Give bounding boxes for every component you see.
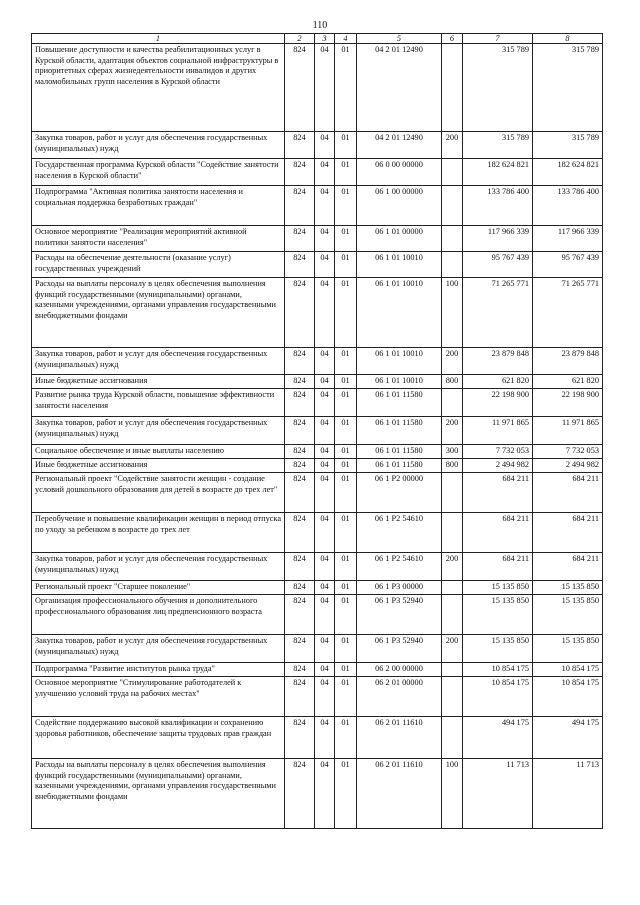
row-section-cell: 04 — [315, 473, 335, 513]
column-header: 1 — [32, 34, 285, 44]
row-target-article-cell: 06 1 01 11580 — [357, 459, 442, 473]
row-target-article-cell: 06 2 00 00000 — [357, 663, 442, 677]
row-amount-cell: 117 966 339 — [533, 226, 603, 252]
row-section-cell: 04 — [315, 513, 335, 553]
row-amount-cell: 15 135 850 — [463, 635, 533, 663]
row-subsection-cell: 01 — [335, 635, 357, 663]
table-row — [32, 278, 603, 348]
column-header: 2 — [285, 34, 315, 44]
row-target-article-cell: 06 1 01 10010 — [357, 252, 442, 278]
column-header: 4 — [335, 34, 357, 44]
page-number: 110 — [312, 20, 328, 31]
row-subsection-cell: 01 — [335, 553, 357, 581]
row-code-cell: 824 — [285, 278, 315, 348]
row-section-cell: 04 — [315, 44, 335, 132]
row-amount-cell: 23 879 848 — [533, 348, 603, 375]
row-amount-cell: 182 624 821 — [533, 159, 603, 186]
row-name-cell: Закупка товаров, работ и услуг для обеспечения государственных (муниципальных) нужд — [32, 132, 285, 159]
row-code-cell: 824 — [285, 44, 315, 132]
table-row — [32, 132, 603, 159]
row-subsection-cell: 01 — [335, 445, 357, 459]
row-expense-type-cell: 200 — [442, 553, 463, 581]
row-amount-cell: 684 211 — [533, 553, 603, 581]
row-code-cell: 824 — [285, 348, 315, 375]
row-name-cell: Развитие рынка труда Курской области, повышение эффективности занятости населения — [32, 389, 285, 417]
row-section-cell: 04 — [315, 459, 335, 473]
row-amount-cell: 684 211 — [463, 553, 533, 581]
row-expense-type-cell: 300 — [442, 445, 463, 459]
row-name-cell: Закупка товаров, работ и услуг для обеспечения государственных (муниципальных) нужд — [32, 635, 285, 663]
row-expense-type-cell: 800 — [442, 459, 463, 473]
row-name-cell: Иные бюджетные ассигнования — [32, 375, 285, 389]
row-amount-cell: 7 732 053 — [463, 445, 533, 459]
row-section-cell: 04 — [315, 635, 335, 663]
row-amount-cell: 95 767 439 — [533, 252, 603, 278]
table-row — [32, 513, 603, 553]
row-amount-cell: 15 135 850 — [463, 581, 533, 595]
row-code-cell: 824 — [285, 595, 315, 635]
row-code-cell: 824 — [285, 389, 315, 417]
row-expense-type-cell: 800 — [442, 375, 463, 389]
row-section-cell: 04 — [315, 348, 335, 375]
row-target-article-cell: 06 1 01 11580 — [357, 445, 442, 459]
row-code-cell: 824 — [285, 717, 315, 759]
table-row — [32, 159, 603, 186]
row-code-cell: 824 — [285, 132, 315, 159]
row-subsection-cell: 01 — [335, 581, 357, 595]
row-name-cell: Основное мероприятие "Реализация мероприятий активной политики занятости населения" — [32, 226, 285, 252]
row-subsection-cell: 01 — [335, 252, 357, 278]
row-name-cell: Иные бюджетные ассигнования — [32, 459, 285, 473]
row-expense-type-cell — [442, 513, 463, 553]
row-code-cell: 824 — [285, 186, 315, 226]
table-row — [32, 389, 603, 417]
table-row — [32, 581, 603, 595]
row-name-cell: Государственная программа Курской области "Содействие занятости населения в Курской области" — [32, 159, 285, 186]
row-section-cell: 04 — [315, 375, 335, 389]
row-code-cell: 824 — [285, 473, 315, 513]
row-section-cell: 04 — [315, 663, 335, 677]
table-row — [32, 553, 603, 581]
row-amount-cell: 182 624 821 — [463, 159, 533, 186]
row-subsection-cell: 01 — [335, 759, 357, 829]
row-section-cell: 04 — [315, 717, 335, 759]
row-section-cell: 04 — [315, 759, 335, 829]
table-row — [32, 759, 603, 829]
row-target-article-cell: 06 1 01 00000 — [357, 226, 442, 252]
row-code-cell: 824 — [285, 226, 315, 252]
row-amount-cell: 10 854 175 — [463, 663, 533, 677]
row-expense-type-cell: 200 — [442, 635, 463, 663]
row-amount-cell: 315 789 — [533, 132, 603, 159]
row-expense-type-cell — [442, 44, 463, 132]
row-target-article-cell: 06 1 P3 52940 — [357, 595, 442, 635]
row-name-cell: Региональный проект "Содействие занятости женщин - создание условий дошкольного образования для детей в возрасте до трех лет" — [32, 473, 285, 513]
row-expense-type-cell — [442, 389, 463, 417]
row-amount-cell: 2 494 982 — [463, 459, 533, 473]
table-row — [32, 186, 603, 226]
row-name-cell: Организация профессионального обучения и дополнительного профессионального образования лиц предпенсионного возраста — [32, 595, 285, 635]
row-section-cell: 04 — [315, 677, 335, 717]
row-expense-type-cell: 200 — [442, 132, 463, 159]
column-header: 8 — [533, 34, 603, 44]
row-code-cell: 824 — [285, 553, 315, 581]
row-amount-cell: 15 135 850 — [533, 635, 603, 663]
row-amount-cell: 10 854 175 — [533, 677, 603, 717]
row-amount-cell: 11 713 — [463, 759, 533, 829]
row-amount-cell: 315 789 — [533, 44, 603, 132]
row-target-article-cell: 06 1 P2 54610 — [357, 513, 442, 553]
row-subsection-cell: 01 — [335, 44, 357, 132]
table-row — [32, 663, 603, 677]
row-amount-cell: 684 211 — [463, 513, 533, 553]
row-section-cell: 04 — [315, 553, 335, 581]
table-row — [32, 677, 603, 717]
row-name-cell: Закупка товаров, работ и услуг для обеспечения государственных (муниципальных) нужд — [32, 553, 285, 581]
row-target-article-cell: 06 1 01 10010 — [357, 278, 442, 348]
row-subsection-cell: 01 — [335, 417, 357, 445]
row-code-cell: 824 — [285, 759, 315, 829]
row-section-cell: 04 — [315, 595, 335, 635]
row-subsection-cell: 01 — [335, 717, 357, 759]
row-target-article-cell: 06 1 01 10010 — [357, 375, 442, 389]
row-name-cell: Расходы на выплаты персоналу в целях обеспечения выполнения функций государственными (муниципальными) органами, казенными учреждениями, органами управления государственными внебюджетными фондами — [32, 278, 285, 348]
row-expense-type-cell — [442, 159, 463, 186]
row-name-cell: Социальное обеспечение и иные выплаты населению — [32, 445, 285, 459]
table-row — [32, 226, 603, 252]
row-amount-cell: 95 767 439 — [463, 252, 533, 278]
row-amount-cell: 11 971 865 — [463, 417, 533, 445]
row-name-cell: Закупка товаров, работ и услуг для обеспечения государственных (муниципальных) нужд — [32, 417, 285, 445]
row-expense-type-cell — [442, 186, 463, 226]
row-expense-type-cell: 200 — [442, 417, 463, 445]
row-code-cell: 824 — [285, 417, 315, 445]
column-header: 7 — [463, 34, 533, 44]
row-subsection-cell: 01 — [335, 663, 357, 677]
row-expense-type-cell — [442, 717, 463, 759]
table-row — [32, 44, 603, 132]
table-row — [32, 717, 603, 759]
table-row — [32, 348, 603, 375]
row-code-cell: 824 — [285, 663, 315, 677]
row-target-article-cell: 06 2 01 11610 — [357, 759, 442, 829]
row-amount-cell: 22 198 900 — [533, 389, 603, 417]
row-code-cell: 824 — [285, 159, 315, 186]
row-amount-cell: 15 135 850 — [463, 595, 533, 635]
row-section-cell: 04 — [315, 226, 335, 252]
row-name-cell: Расходы на выплаты персоналу в целях обеспечения выполнения функций государственными (муниципальными) органами, казенными учреждениями, органами управления государственными внебюджетными фондами — [32, 759, 285, 829]
row-subsection-cell: 01 — [335, 473, 357, 513]
row-amount-cell: 315 789 — [463, 44, 533, 132]
row-expense-type-cell — [442, 252, 463, 278]
row-code-cell: 824 — [285, 635, 315, 663]
row-code-cell: 824 — [285, 252, 315, 278]
table-row — [32, 252, 603, 278]
row-section-cell: 04 — [315, 278, 335, 348]
row-target-article-cell: 06 2 01 11610 — [357, 717, 442, 759]
row-amount-cell: 621 820 — [463, 375, 533, 389]
row-amount-cell: 133 786 400 — [463, 186, 533, 226]
row-expense-type-cell — [442, 663, 463, 677]
row-name-cell: Переобучение и повышение квалификации женщин в период отпуска по уходу за ребенком в возрасте до трех лет — [32, 513, 285, 553]
row-name-cell: Подпрограмма "Развитие институтов рынка труда" — [32, 663, 285, 677]
row-expense-type-cell — [442, 677, 463, 717]
row-target-article-cell: 06 1 01 10010 — [357, 348, 442, 375]
column-number-row — [32, 34, 603, 44]
row-expense-type-cell — [442, 595, 463, 635]
row-amount-cell: 15 135 850 — [533, 595, 603, 635]
row-expense-type-cell: 200 — [442, 348, 463, 375]
row-code-cell: 824 — [285, 677, 315, 717]
table-row — [32, 473, 603, 513]
row-code-cell: 824 — [285, 513, 315, 553]
row-expense-type-cell: 100 — [442, 278, 463, 348]
row-target-article-cell: 06 1 P2 54610 — [357, 553, 442, 581]
row-target-article-cell: 06 1 01 11580 — [357, 389, 442, 417]
row-section-cell: 04 — [315, 252, 335, 278]
row-subsection-cell: 01 — [335, 375, 357, 389]
row-name-cell: Расходы на обеспечение деятельности (оказание услуг) государственных учреждений — [32, 252, 285, 278]
row-section-cell: 04 — [315, 132, 335, 159]
budget-table — [31, 33, 603, 829]
row-subsection-cell: 01 — [335, 226, 357, 252]
row-subsection-cell: 01 — [335, 389, 357, 417]
row-section-cell: 04 — [315, 445, 335, 459]
table-body — [32, 44, 603, 829]
row-expense-type-cell: 100 — [442, 759, 463, 829]
row-expense-type-cell — [442, 226, 463, 252]
row-target-article-cell: 06 2 01 00000 — [357, 677, 442, 717]
table-row — [32, 375, 603, 389]
row-name-cell: Подпрограмма "Активная политика занятости населения и социальная поддержка безработных граждан" — [32, 186, 285, 226]
table-row — [32, 635, 603, 663]
row-amount-cell: 315 789 — [463, 132, 533, 159]
row-expense-type-cell — [442, 473, 463, 513]
row-amount-cell: 23 879 848 — [463, 348, 533, 375]
row-subsection-cell: 01 — [335, 278, 357, 348]
row-amount-cell: 71 265 771 — [533, 278, 603, 348]
row-amount-cell: 117 966 339 — [463, 226, 533, 252]
row-subsection-cell: 01 — [335, 459, 357, 473]
row-name-cell: Основное мероприятие "Стимулирование работодателей к улучшению условий труда на рабочих местах" — [32, 677, 285, 717]
row-code-cell: 824 — [285, 581, 315, 595]
column-header: 6 — [442, 34, 463, 44]
row-target-article-cell: 06 1 P3 52940 — [357, 635, 442, 663]
row-section-cell: 04 — [315, 417, 335, 445]
row-amount-cell: 494 175 — [463, 717, 533, 759]
row-name-cell: Содействие поддержанию высокой квалификации и сохранению здоровья работников, обеспечение защиты трудовых прав граждан — [32, 717, 285, 759]
row-amount-cell: 133 786 400 — [533, 186, 603, 226]
table-row — [32, 417, 603, 445]
row-subsection-cell: 01 — [335, 159, 357, 186]
row-subsection-cell: 01 — [335, 348, 357, 375]
row-target-article-cell: 06 1 00 00000 — [357, 186, 442, 226]
row-target-article-cell: 06 1 01 11580 — [357, 417, 442, 445]
row-target-article-cell: 06 1 P2 00000 — [357, 473, 442, 513]
row-section-cell: 04 — [315, 581, 335, 595]
column-header: 5 — [357, 34, 442, 44]
row-subsection-cell: 01 — [335, 132, 357, 159]
row-amount-cell: 11 713 — [533, 759, 603, 829]
row-target-article-cell: 04 2 01 12490 — [357, 132, 442, 159]
table-row — [32, 459, 603, 473]
row-target-article-cell: 06 0 00 00000 — [357, 159, 442, 186]
row-name-cell: Повышение доступности и качества реабилитационных услуг в Курской области, адаптация объектов социальной инфраструктуры в приоритетных сферах жизнедеятельности инвалидов и других маломобильных групп населения в Курской области — [32, 44, 285, 132]
row-section-cell: 04 — [315, 159, 335, 186]
row-amount-cell: 11 971 865 — [533, 417, 603, 445]
row-amount-cell: 494 175 — [533, 717, 603, 759]
row-amount-cell: 684 211 — [533, 513, 603, 553]
row-name-cell: Закупка товаров, работ и услуг для обеспечения государственных (муниципальных) нужд — [32, 348, 285, 375]
row-amount-cell: 621 820 — [533, 375, 603, 389]
row-subsection-cell: 01 — [335, 186, 357, 226]
row-subsection-cell: 01 — [335, 513, 357, 553]
row-section-cell: 04 — [315, 186, 335, 226]
row-code-cell: 824 — [285, 375, 315, 389]
row-code-cell: 824 — [285, 445, 315, 459]
row-section-cell: 04 — [315, 389, 335, 417]
row-amount-cell: 10 854 175 — [533, 663, 603, 677]
row-amount-cell: 7 732 053 — [533, 445, 603, 459]
row-code-cell: 824 — [285, 459, 315, 473]
row-amount-cell: 684 211 — [533, 473, 603, 513]
row-expense-type-cell — [442, 581, 463, 595]
row-subsection-cell: 01 — [335, 677, 357, 717]
row-amount-cell: 15 135 850 — [533, 581, 603, 595]
row-amount-cell: 684 211 — [463, 473, 533, 513]
row-amount-cell: 22 198 900 — [463, 389, 533, 417]
row-amount-cell: 71 265 771 — [463, 278, 533, 348]
row-subsection-cell: 01 — [335, 595, 357, 635]
row-amount-cell: 10 854 175 — [463, 677, 533, 717]
column-header: 3 — [315, 34, 335, 44]
table-row — [32, 595, 603, 635]
row-target-article-cell: 06 1 P3 00000 — [357, 581, 442, 595]
row-amount-cell: 2 494 982 — [533, 459, 603, 473]
row-target-article-cell: 04 2 01 12490 — [357, 44, 442, 132]
row-name-cell: Региональный проект "Старшее поколение" — [32, 581, 285, 595]
table-row — [32, 445, 603, 459]
